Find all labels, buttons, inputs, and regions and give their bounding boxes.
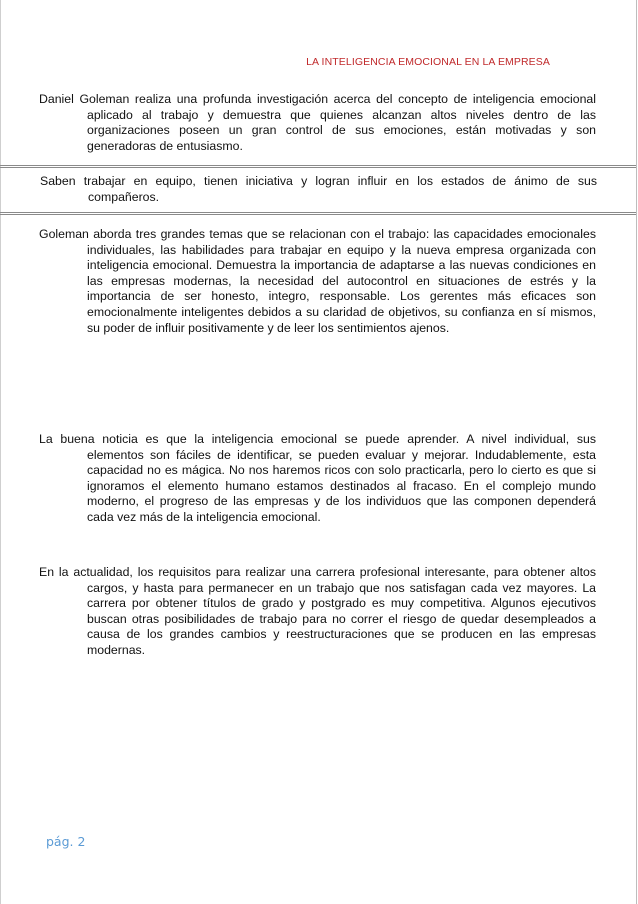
section-divider-top xyxy=(0,165,636,168)
paragraph-good-news: La buena noticia es que la inteligencia emocional se puede aprender. A nivel individual, sus elementos son fáciles de identificar, se pueden evaluar y mejorar. Indudablemente, esta capacidad no es mágica. No nos haremos ricos con solo practicarla, pero lo cierto es que si ignoramos el elemento humano estamos destinados al fracaso. En el complejo mundo moderno, el progreso de las empresas y de los individuos que las componen dependerá cada vez más de la inteligencia emocional. xyxy=(39,432,596,524)
paragraph-three-topics: Goleman aborda tres grandes temas que se relacionan con el trabajo: las capacidades emocionales individuales, las habilidades para trabajar en equipo y la nueva empresa organizada con inteligencia emocional. Demuestra la importancia de adaptarse a las nuevas condiciones en las empresas modernas, la necesidad del autocontrol en situaciones de estrés y la importancia de ser honesto, integro, responsable. Los gerentes más eficaces son emocionalmente inteligentes debidos a su claridad de objetivos, su confianza en sí mismos, su poder de influir positivamente y de leer los sentimientos ajenos. xyxy=(39,227,596,335)
header-title: LA INTELIGENCIA EMOCIONAL EN LA EMPRESA xyxy=(306,56,550,68)
paragraph-goleman-intro: Daniel Goleman realiza una profunda investigación acerca del concepto de inteligencia emocional aplicado al trabajo y demuestra que quienes alcanzan altos niveles dentro de las organizaciones poseen un gran control de sus emociones, están motivadas y son generadoras de entusiasmo. xyxy=(39,92,596,153)
section-divider-bottom xyxy=(0,212,636,215)
page-number: pág. 2 xyxy=(46,834,86,849)
paragraph-teamwork: Saben trabajar en equipo, tienen iniciativa y logran influir en los estados de ánimo de sus compañeros. xyxy=(40,174,597,204)
page-right-edge xyxy=(636,0,637,904)
paragraph-career-requirements: En la actualidad, los requisitos para realizar una carrera profesional interesante, para obtener altos cargos, y hasta para permanecer en un trabajo que nos satisfagan cada vez mayores. La carrera por obtener títulos de grado y postgrado es muy competitiva. Algunos ejecutivos buscan otras posibilidades de trabajo para no correr el riesgo de quedar desempleados a causa de los grandes cambios y reestructuraciones que se producen en las empresas modernas. xyxy=(39,565,596,657)
page-left-edge xyxy=(0,0,1,904)
